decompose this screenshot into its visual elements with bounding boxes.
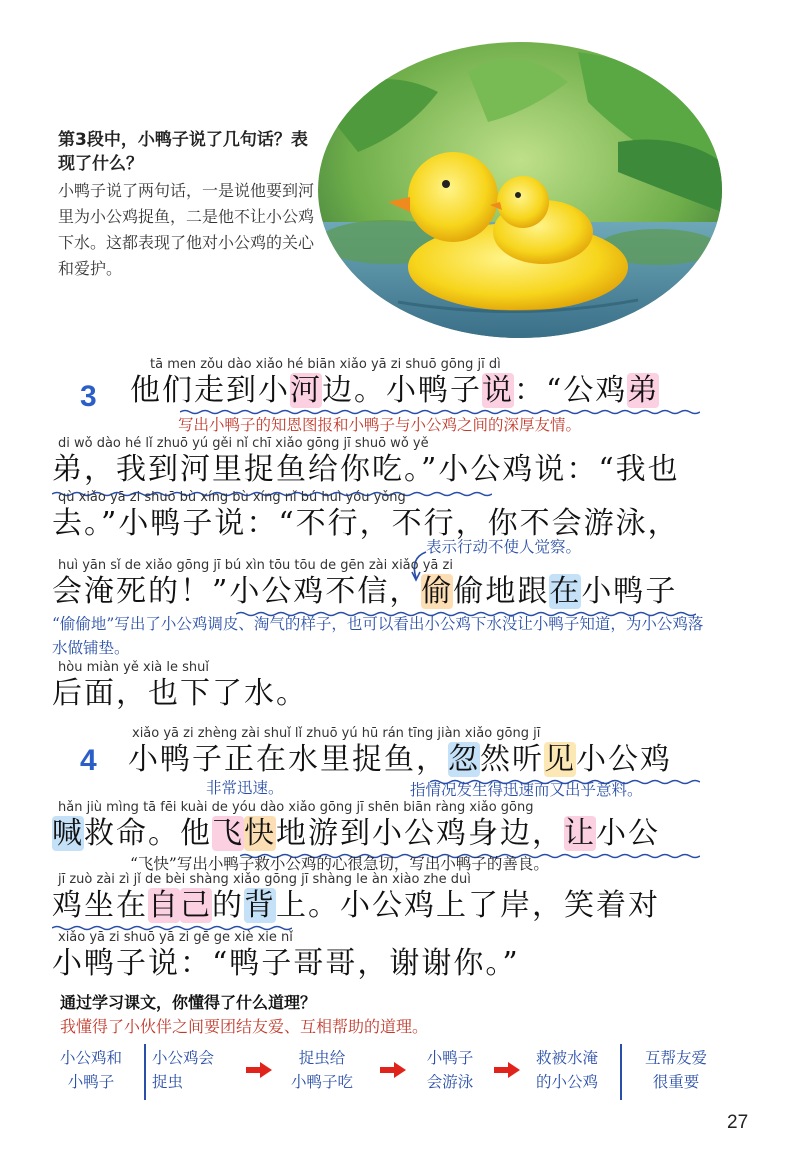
arrow-right-icon (494, 1062, 520, 1078)
duck-illustration (318, 42, 722, 338)
text-line: 小鸭子正在水里捉鱼，忽然听见小公鸡 (128, 742, 672, 777)
bracket-divider (144, 1044, 146, 1100)
pinyin-line: xiǎo yā zi shuō yā zi gē ge xiè xie nǐ (58, 930, 293, 945)
annotation-feikuai: “飞快”写出小鸭子救小公鸡的心很急切，写出小鸭子的善良。 (130, 855, 549, 873)
bracket-divider (620, 1044, 622, 1100)
story-flowchart (48, 1040, 728, 1104)
text-line: 喊救命。他飞快地游到小公鸡身边，让小公 (52, 816, 660, 851)
reading-question-block (58, 128, 320, 282)
paragraph-number-3: 3 (80, 380, 97, 413)
annotation-suddenly: 指情况发生得迅速而又出乎意料。 (410, 781, 643, 799)
answer-text: 小鸭子说了两句话，一是说他要到河里为小公鸡捉鱼，二是他不让小公鸡下水。这都表现了他对小公鸡的关心和爱护。 (58, 181, 315, 278)
arrow-right-icon (246, 1062, 272, 1078)
text-line: 弟，我到河里捉鱼给你吃。”小公鸡说：“我也 (52, 452, 680, 487)
summary-answer: 我懂得了小伙伴之间要团结友爱、互相帮助的道理。 (60, 1017, 429, 1036)
pinyin-line: di wǒ dào hé lǐ zhuō yú gěi nǐ chī xiǎo gōng jī shuō wǒ yě (58, 436, 429, 451)
summary-question: 通过学习课文，你懂得了什么道理？ (60, 993, 317, 1012)
text-line: 会淹死的！”小公鸡不信，偷偷地跟在小鸭子 (52, 574, 678, 609)
flow-cell-1: 小公鸡和 小鸭子 (59, 1049, 122, 1091)
pinyin-line: xiǎo yā zi zhèng zài shuǐ lǐ zhuō yú hū rán tīng jiàn xiǎo gōng jī (132, 726, 541, 741)
pinyin-line: hòu miàn yě xià le shuǐ (58, 660, 210, 675)
annotation-very-fast: 非常迅速。 (206, 779, 284, 797)
text-line: 后面，也下了水。 (52, 676, 308, 711)
annotation-friendship: 写出小鸭子的知恩图报和小鸭子与小公鸡之间的深厚友情。 (178, 416, 582, 434)
text-line: 鸡坐在自己的背上。小公鸡上了岸，笑着对 (52, 888, 660, 923)
question-text: 第3段中，小鸭子说了几句话？表现了什么？ (58, 130, 308, 174)
flow-cell-2: 小公鸡会 捉虫 (152, 1049, 215, 1091)
pinyin-line: tā men zǒu dào xiǎo hé biān xiǎo yā zi shuō gōng jī dì (150, 357, 501, 372)
text-line: 小鸭子说：“鸭子哥哥，谢谢你。” (52, 946, 520, 981)
paragraph-number-4: 4 (80, 744, 97, 777)
annotation-secretly: 表示行动不使人觉察。 (426, 538, 582, 556)
text-line: 去。”小鸭子说：“不行，不行，你不会游泳， (52, 506, 680, 541)
flow-cell-3: 捉虫给 小鸭子吃 (290, 1049, 353, 1091)
pinyin-line: huì yān sǐ de xiǎo gōng jī bú xìn tōu tōu de gēn zài xiǎo yā zi (58, 558, 453, 573)
flow-cell-5: 救被水淹 的小公鸡 (535, 1049, 598, 1091)
flow-cell-6: 互帮友爱 很重要 (644, 1049, 707, 1091)
page-number: 27 (727, 1112, 749, 1133)
pinyin-line: jī zuò zài zì jǐ de bèi shàng xiǎo gōng jī shàng le àn xiào zhe duì (58, 872, 471, 887)
annotation-toutou: “偷偷地”写出了小公鸡调皮、淘气的样子，也可以看出小公鸡下水没让小鸭子知道，为小公鸡落水做铺垫。 (52, 615, 704, 657)
flow-cell-4: 小鸭子 会游泳 (426, 1049, 474, 1091)
pinyin-line: hǎn jiù mìng tā fēi kuài de yóu dào xiǎo gōng jī shēn biān ràng xiǎo gōng (58, 800, 534, 815)
text-line: 他们走到小河边。小鸭子说：“公鸡弟 (130, 373, 660, 408)
arrow-right-icon (380, 1062, 406, 1078)
pinyin-line: qù xiǎo yā zi shuō bù xíng bù xíng nǐ bú huì yóu yǒng (58, 490, 406, 505)
